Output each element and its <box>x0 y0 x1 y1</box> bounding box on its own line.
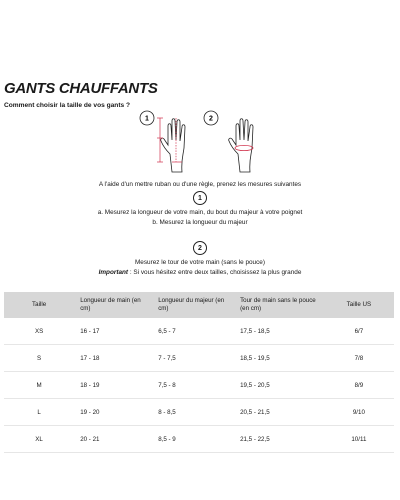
cell-hand-length: 18 - 19 <box>74 372 152 399</box>
header-hand-circumference: Tour de main sans le pouce (en cm) <box>240 297 316 312</box>
table-row <box>4 372 394 399</box>
cell-hand-circumference: 17,5 - 18,5 <box>234 318 324 345</box>
cell-size: M <box>4 372 74 399</box>
instruction-step-2: Mesurez le tour de votre main (sans le pouce) <box>134 259 265 266</box>
important-note <box>0 269 400 276</box>
instruction-step-a: a. Mesurez la longueur de votre main, du bout du majeur à votre poignet <box>97 209 303 216</box>
cell-hand-length: 19 - 20 <box>74 399 152 426</box>
size-table-container <box>4 292 394 453</box>
step-two-label: 2 <box>209 115 213 123</box>
table-row <box>4 318 394 345</box>
cell-hand-circumference: 19,5 - 20,5 <box>234 372 324 399</box>
left-hand-icon <box>161 119 185 172</box>
step-two-badge: 2 <box>193 241 207 255</box>
cell-size: XS <box>4 318 74 345</box>
cell-us-size: 8/9 <box>324 372 394 399</box>
table-row <box>4 399 394 426</box>
important-text: : Si vous hésitez entre deux tailles, choisissez la plus grande <box>128 269 302 276</box>
cell-us-size: 6/7 <box>324 318 394 345</box>
table-row <box>4 345 394 372</box>
cell-hand-length: 17 - 18 <box>74 345 152 372</box>
cell-middle-finger: 8 - 8,5 <box>152 399 234 426</box>
step-one-label: 1 <box>145 115 149 123</box>
cell-middle-finger: 7,5 - 8 <box>152 372 234 399</box>
table-header-row <box>4 292 394 318</box>
hand-measurement-illustration <box>130 108 270 178</box>
important-label: Important <box>98 269 129 276</box>
cell-size: S <box>4 345 74 372</box>
cell-us-size: 10/11 <box>324 426 394 453</box>
header-middle-finger: Longueur du majeur (en cm) <box>158 297 225 312</box>
header-size: Taille <box>32 301 47 308</box>
table-row <box>4 426 394 453</box>
header-hand-length: Longueur de main (en cm) <box>80 297 141 312</box>
cell-hand-length: 20 - 21 <box>74 426 152 453</box>
cell-middle-finger: 6,5 - 7 <box>152 318 234 345</box>
cell-us-size: 9/10 <box>324 399 394 426</box>
cell-middle-finger: 7 - 7,5 <box>152 345 234 372</box>
page-subtitle: Comment choisir la taille de vos gants ? <box>4 102 131 109</box>
cell-us-size: 7/8 <box>324 345 394 372</box>
cell-size: L <box>4 399 74 426</box>
cell-hand-circumference: 21,5 - 22,5 <box>234 426 324 453</box>
instruction-step-b: b. Mesurez la longueur du majeur <box>152 219 248 226</box>
page-title: GANTS CHAUFFANTS <box>4 80 158 97</box>
header-us-size: Taille US <box>346 301 372 308</box>
circumference-marker-icon <box>235 145 253 150</box>
cell-hand-length: 16 - 17 <box>74 318 152 345</box>
cell-middle-finger: 8,5 - 9 <box>152 426 234 453</box>
cell-hand-circumference: 18,5 - 19,5 <box>234 345 324 372</box>
size-table <box>4 292 394 453</box>
instruction-intro: A l'aide d'un mettre ruban ou d'une règle, prenez les mesures suivantes <box>98 181 302 188</box>
step-one-badge: 1 <box>193 191 207 205</box>
cell-size: XL <box>4 426 74 453</box>
cell-hand-circumference: 20,5 - 21,5 <box>234 399 324 426</box>
